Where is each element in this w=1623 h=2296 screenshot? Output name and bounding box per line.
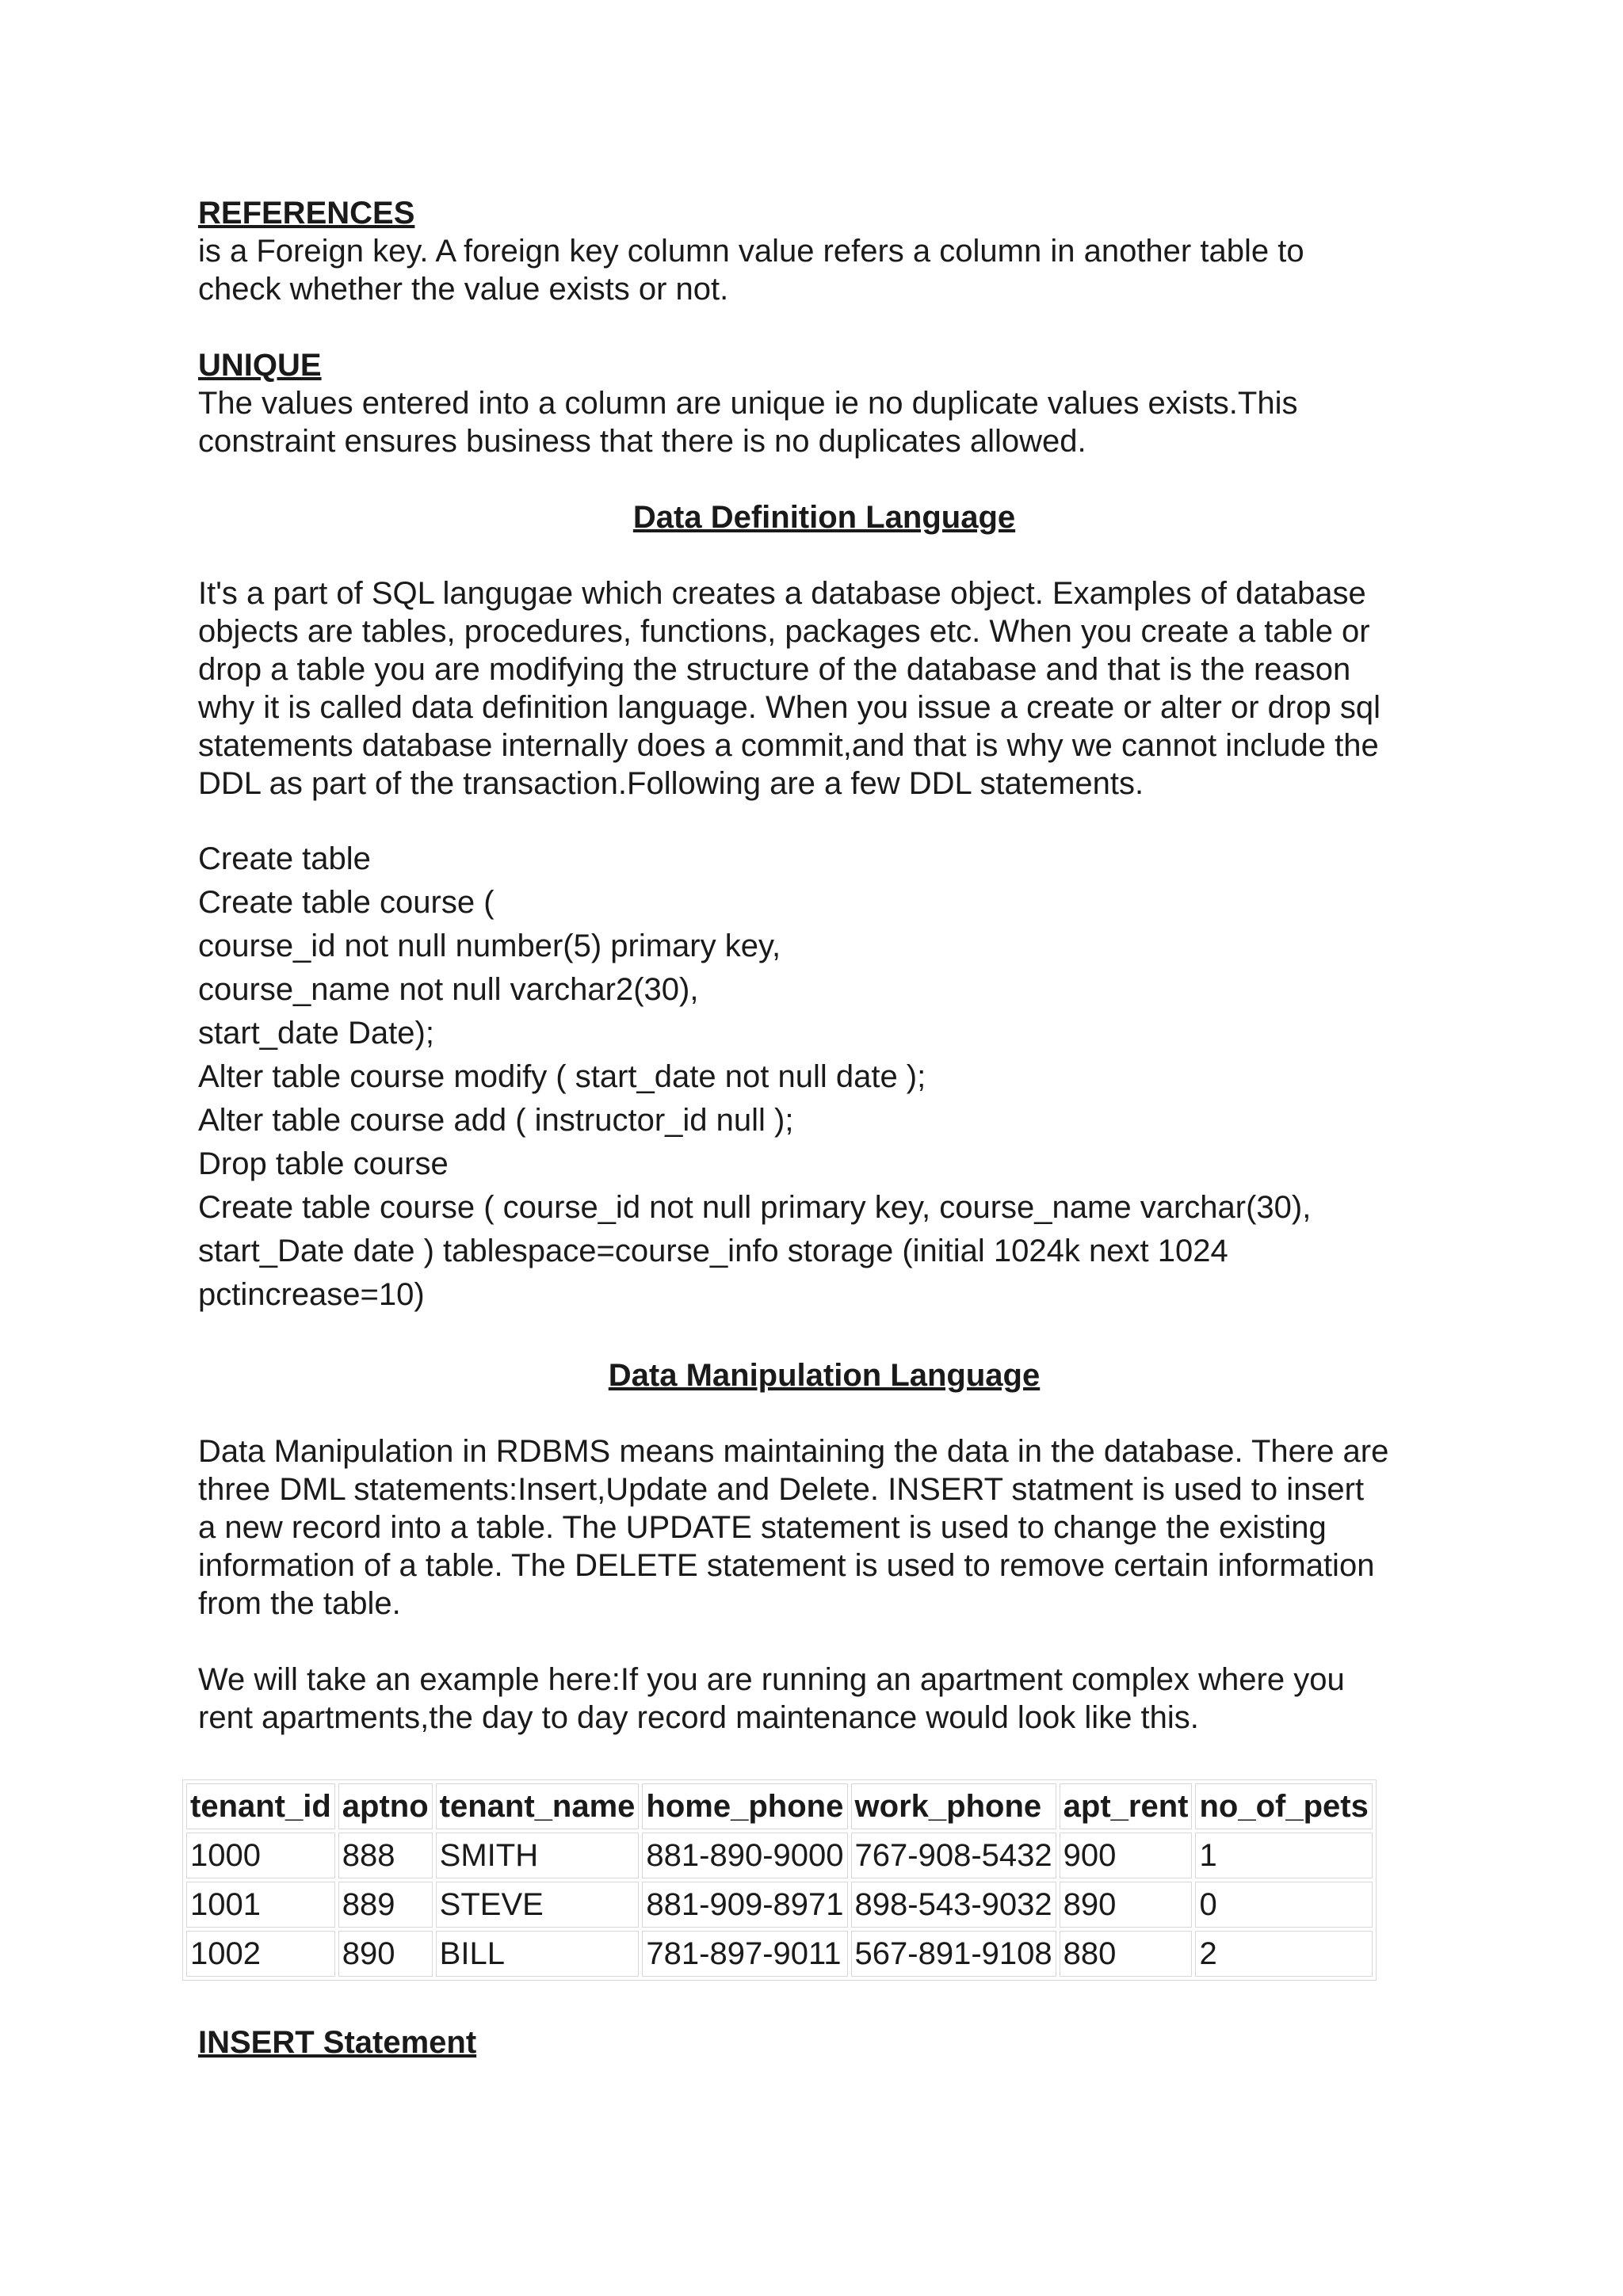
ddl-statement-line: Drop table course <box>198 1146 449 1181</box>
table-cell: 1002 <box>186 1931 335 1977</box>
column-header: home_phone <box>642 1783 847 1829</box>
table-cell: 2 <box>1195 1931 1372 1977</box>
table-cell: 1001 <box>186 1882 335 1928</box>
column-header: tenant_id <box>186 1783 335 1829</box>
ddl-statement-line: course_id not null number(5) primary key, <box>198 929 781 963</box>
references-text <box>198 232 1450 308</box>
ddl-line: statements database internally does a commit,and that is why we cannot include the <box>198 728 1379 763</box>
ddl-statement-line: Create table course ( <box>198 885 495 920</box>
unique-line: The values entered into a column are unique ie no duplicate values exists.This <box>198 386 1298 421</box>
dml-line: from the table. <box>198 1586 401 1621</box>
table-cell: 1 <box>1195 1833 1372 1878</box>
ddl-line: drop a table you are modifying the structure of the database and that is the reason <box>198 652 1351 687</box>
table-cell: 881-890-9000 <box>642 1833 847 1878</box>
column-header: work_phone <box>851 1783 1056 1829</box>
dml-line: Data Manipulation in RDBMS means maintaining the data in the database. There are <box>198 1434 1389 1469</box>
ddl-statement-line: Create table <box>198 841 371 876</box>
table-row <box>186 1882 1373 1928</box>
ddl-statement-line: Create table course ( course_id not null primary key, course_name varchar(30), <box>198 1190 1312 1225</box>
references-line: check whether the value exists or not. <box>198 272 729 307</box>
table-cell: 898-543-9032 <box>851 1882 1056 1928</box>
table-cell: 900 <box>1060 1833 1193 1878</box>
unique-text <box>198 384 1450 460</box>
column-header: aptno <box>338 1783 433 1829</box>
references-line: is a Foreign key. A foreign key column value refers a column in another table to <box>198 234 1304 269</box>
ddl-line: It's a part of SQL langugae which creates a database object. Examples of database <box>198 576 1366 611</box>
table-row <box>186 1833 1373 1878</box>
column-header: tenant_name <box>436 1783 640 1829</box>
table-cell: 888 <box>338 1833 433 1878</box>
ddl-statements <box>198 837 1450 1317</box>
dml-line: information of a table. The DELETE statement is used to remove certain information <box>198 1548 1375 1583</box>
dml-line: three DML statements:Insert,Update and Delete. INSERT statment is used to insert <box>198 1472 1365 1507</box>
table-cell: 890 <box>1060 1882 1193 1928</box>
ddl-statement-line: start_Date date ) tablespace=course_info storage (initial 1024k next 1024 <box>198 1234 1228 1268</box>
table-cell: BILL <box>436 1931 640 1977</box>
column-header: no_of_pets <box>1195 1783 1372 1829</box>
column-header: apt_rent <box>1060 1783 1193 1829</box>
ddl-statement-line: start_date Date); <box>198 1016 434 1051</box>
references-heading: REFERENCES <box>198 196 415 231</box>
table-cell: STEVE <box>436 1882 640 1928</box>
ddl-line: objects are tables, procedures, functions, packages etc. When you create a table or <box>198 614 1370 649</box>
unique-line: constraint ensures business that there is no duplicates allowed. <box>198 424 1086 459</box>
table-cell: 567-891-9108 <box>851 1931 1056 1977</box>
table-cell: 1000 <box>186 1833 335 1878</box>
dml-example-line: We will take an example here:If you are running an apartment complex where you <box>198 1662 1345 1697</box>
table-cell: 881-909-8971 <box>642 1882 847 1928</box>
table-header-row <box>186 1783 1373 1829</box>
ddl-line: DDL as part of the transaction.Following are a few DDL statements. <box>198 766 1144 801</box>
table-cell: 890 <box>338 1931 433 1977</box>
ddl-statement-line: Alter table course add ( instructor_id null ); <box>198 1103 794 1138</box>
table-cell: 880 <box>1060 1931 1193 1977</box>
table-row <box>186 1931 1373 1977</box>
ddl-heading: Data Definition Language <box>632 500 1016 535</box>
table-cell: 781-897-9011 <box>642 1931 847 1977</box>
dml-line: a new record into a table. The UPDATE statement is used to change the existing <box>198 1510 1327 1545</box>
dml-example <box>198 1661 1450 1737</box>
tenant-table <box>182 1779 1377 1981</box>
ddl-line: why it is called data definition language. When you issue a create or alter or drop sql <box>198 690 1381 725</box>
ddl-statement-line: pctincrease=10) <box>198 1277 425 1312</box>
dml-heading: Data Manipulation Language <box>608 1358 1041 1393</box>
ddl-description <box>198 574 1450 803</box>
table-cell: 0 <box>1195 1882 1372 1928</box>
ddl-statement-line: course_name not null varchar2(30), <box>198 972 699 1007</box>
unique-heading: UNIQUE <box>198 348 322 383</box>
dml-example-line: rent apartments,the day to day record maintenance would look like this. <box>198 1700 1199 1735</box>
insert-heading: INSERT Statement <box>198 2025 477 2060</box>
ddl-statement-line: Alter table course modify ( start_date not null date ); <box>198 1059 926 1094</box>
table-cell: 889 <box>338 1882 433 1928</box>
table-cell: 767-908-5432 <box>851 1833 1056 1878</box>
table-cell: SMITH <box>436 1833 640 1878</box>
document-page <box>198 194 1450 1737</box>
dml-description <box>198 1432 1450 1623</box>
